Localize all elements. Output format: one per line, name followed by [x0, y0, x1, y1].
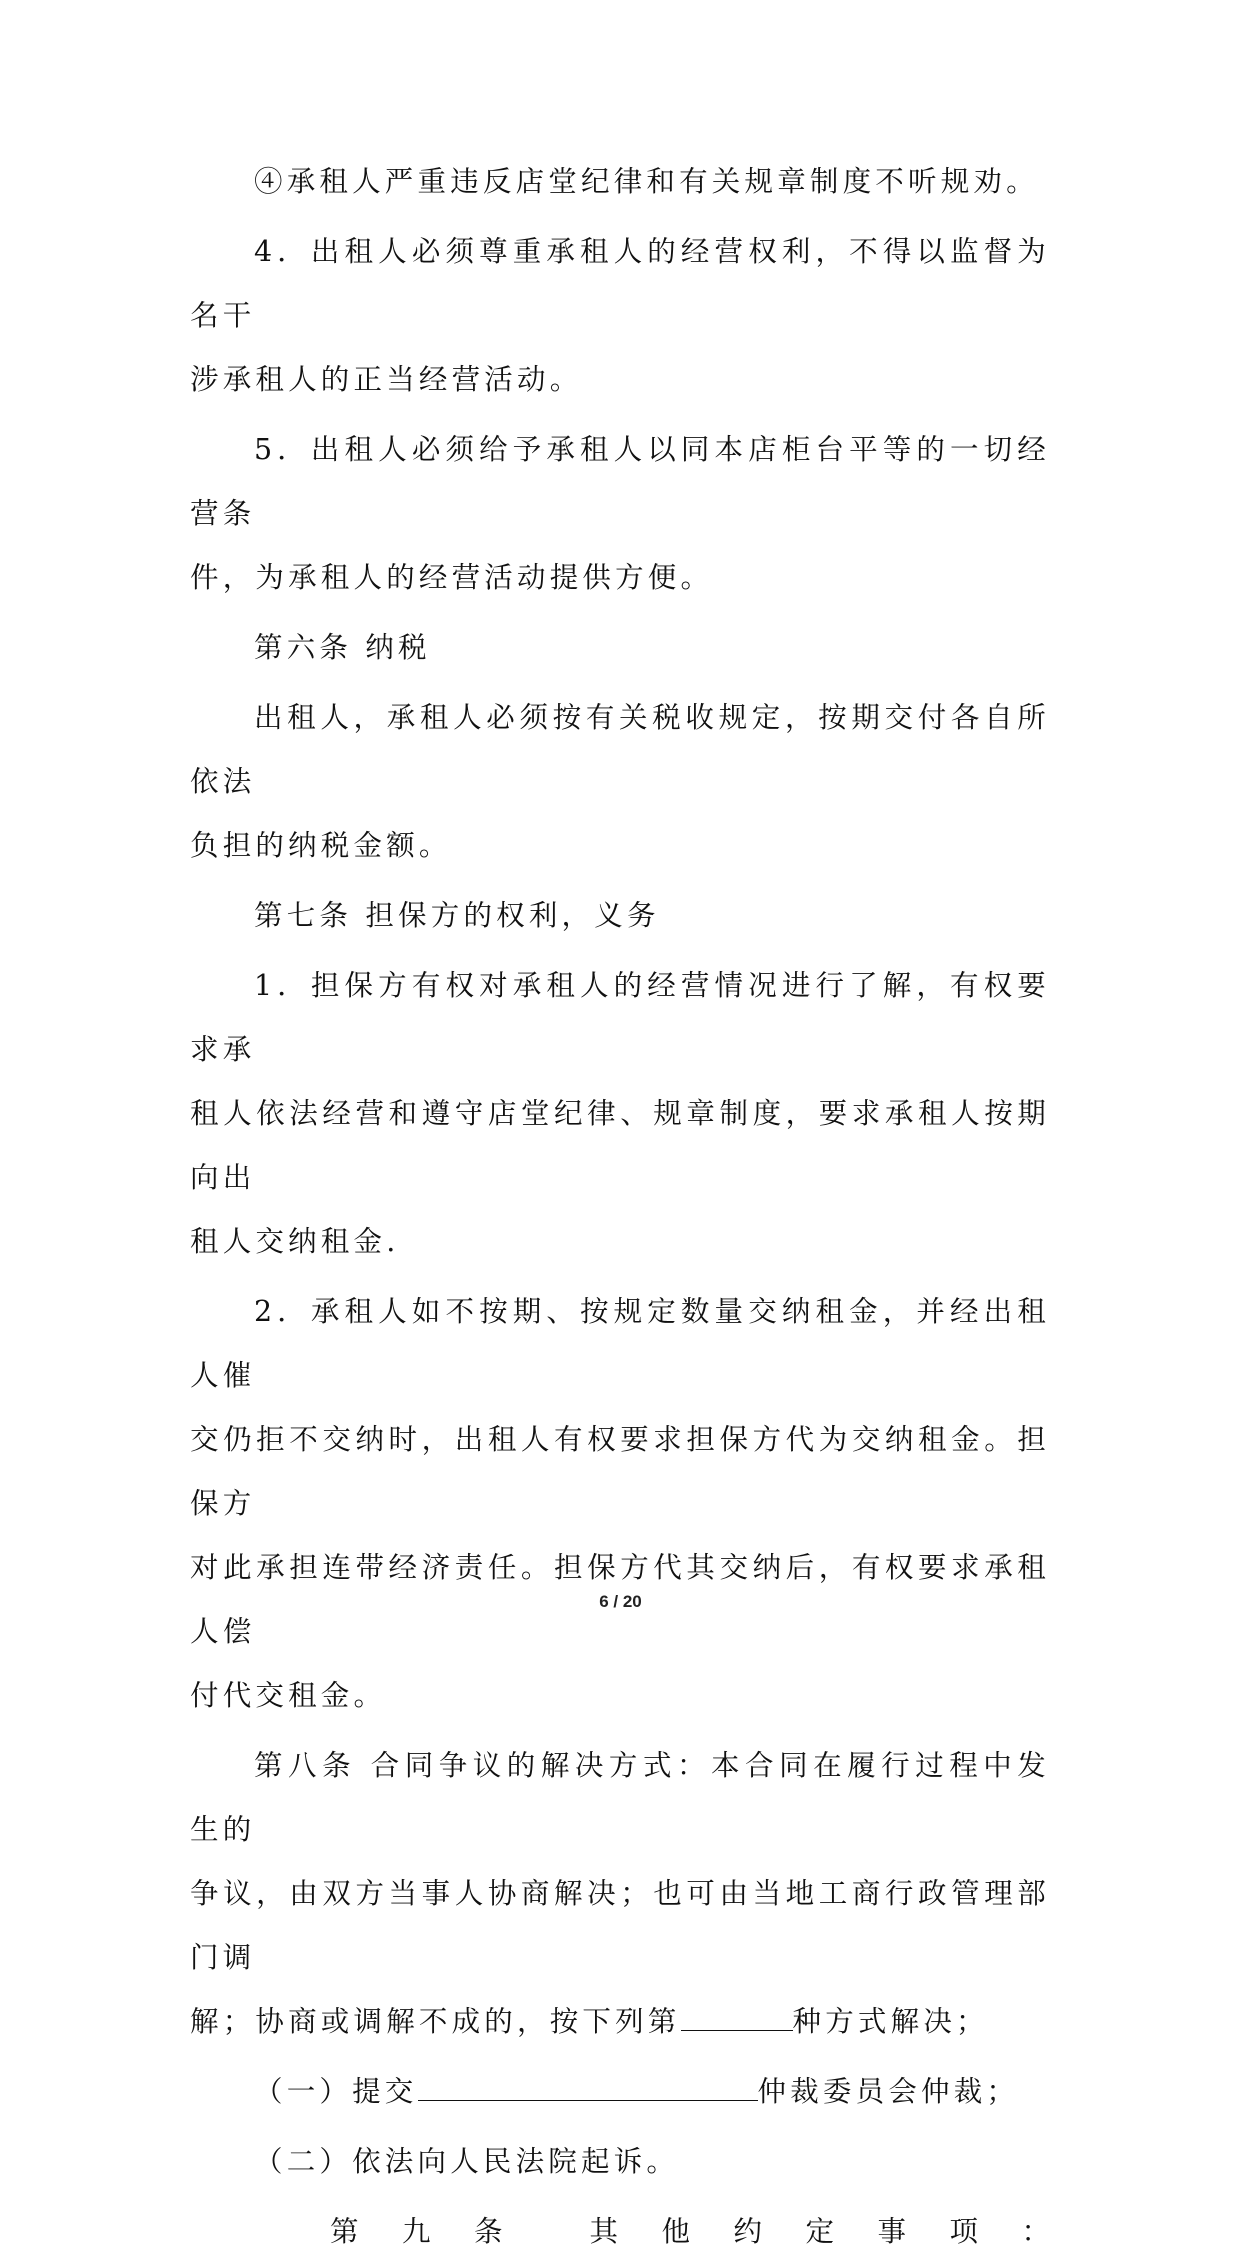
- paragraph-line: 出租人，承租人必须按有关税收规定，按期交付各自所依法: [190, 701, 1050, 798]
- paragraph-text: 种方式解决；: [792, 2005, 989, 2038]
- litigation-option: （二）依法向人民法院起诉。: [254, 2145, 680, 2178]
- paragraph-line: 租人交纳租金.: [190, 1225, 400, 1258]
- option-text: 仲裁委员会仲裁；: [757, 2075, 1020, 2108]
- clause-5-paragraph: [190, 418, 1050, 610]
- heading-char: 其: [589, 2215, 618, 2248]
- heading-char: 条: [474, 2215, 503, 2248]
- article-7-item-1: [190, 954, 1050, 1274]
- arbitration-option: [190, 2060, 1050, 2124]
- heading-char: 九: [402, 2215, 431, 2248]
- heading-char: 约: [733, 2215, 762, 2248]
- article-7-heading: 第七条 担保方的权利，义务: [254, 899, 660, 932]
- paragraph-line: 第八条 合同争议的解决方式：本合同在履行过程中发生的: [190, 1749, 1050, 1846]
- paragraph-line: 5．出租人必须给予承租人以同本店柜台平等的一切经营条: [190, 433, 1050, 530]
- fill-in-blank[interactable]: [418, 2076, 758, 2101]
- paragraph-text: 解；协商或调解不成的，按下列第: [190, 2005, 681, 2038]
- option-label: （一）提交: [254, 2075, 418, 2108]
- paragraph-line: 2．承租人如不按期、按规定数量交纳租金，并经出租人催: [190, 1295, 1050, 1392]
- heading-char: ：: [1021, 2215, 1050, 2248]
- paragraph-line: 涉承租人的正当经营活动。: [190, 363, 583, 396]
- clause-item-4-circled: [190, 150, 1050, 214]
- article-6-heading: 第六条 纳税: [254, 631, 431, 664]
- article-7-item-2: [190, 1280, 1050, 1728]
- paragraph-line: 4．出租人必须尊重承租人的经营权利，不得以监督为名干: [190, 235, 1050, 332]
- clause-4-paragraph: [190, 220, 1050, 412]
- page-number: 6 / 20: [599, 1592, 642, 1611]
- paragraph-line: 件，为承租人的经营活动提供方便。: [190, 561, 714, 594]
- heading-char: 他: [661, 2215, 690, 2248]
- heading-char: 定: [805, 2215, 834, 2248]
- document-body: [190, 150, 1050, 2264]
- paragraph-line: 负担的纳税金额。: [190, 829, 452, 862]
- article-6-paragraph: [190, 686, 1050, 878]
- paragraph-text: ④承租人严重违反店堂纪律和有关规章制度不听规劝。: [254, 165, 1039, 198]
- paragraph-line: 1．担保方有权对承租人的经营情况进行了解，有权要求承: [190, 969, 1050, 1066]
- article-9-heading: [190, 2200, 1050, 2264]
- heading-char: 事: [877, 2215, 906, 2248]
- heading-char: 第: [330, 2215, 359, 2248]
- heading-char: 项: [949, 2215, 978, 2248]
- paragraph-line: 交仍拒不交纳时，出租人有权要求担保方代为交纳租金。担保方: [190, 1423, 1050, 1520]
- paragraph-line: 争议，由双方当事人协商解决；也可由当地工商行政管理部门调: [190, 1877, 1050, 1974]
- paragraph-line: 租人依法经营和遵守店堂纪律、规章制度，要求承租人按期向出: [190, 1097, 1050, 1194]
- paragraph-line: 对此承担连带经济责任。担保方代其交纳后，有权要求承租人偿: [190, 1551, 1050, 1648]
- article-8-paragraph: [190, 1734, 1050, 2054]
- paragraph-line: [190, 1990, 1050, 2054]
- fill-in-blank[interactable]: [681, 2006, 793, 2031]
- paragraph-line: 付代交租金。: [190, 1679, 387, 1712]
